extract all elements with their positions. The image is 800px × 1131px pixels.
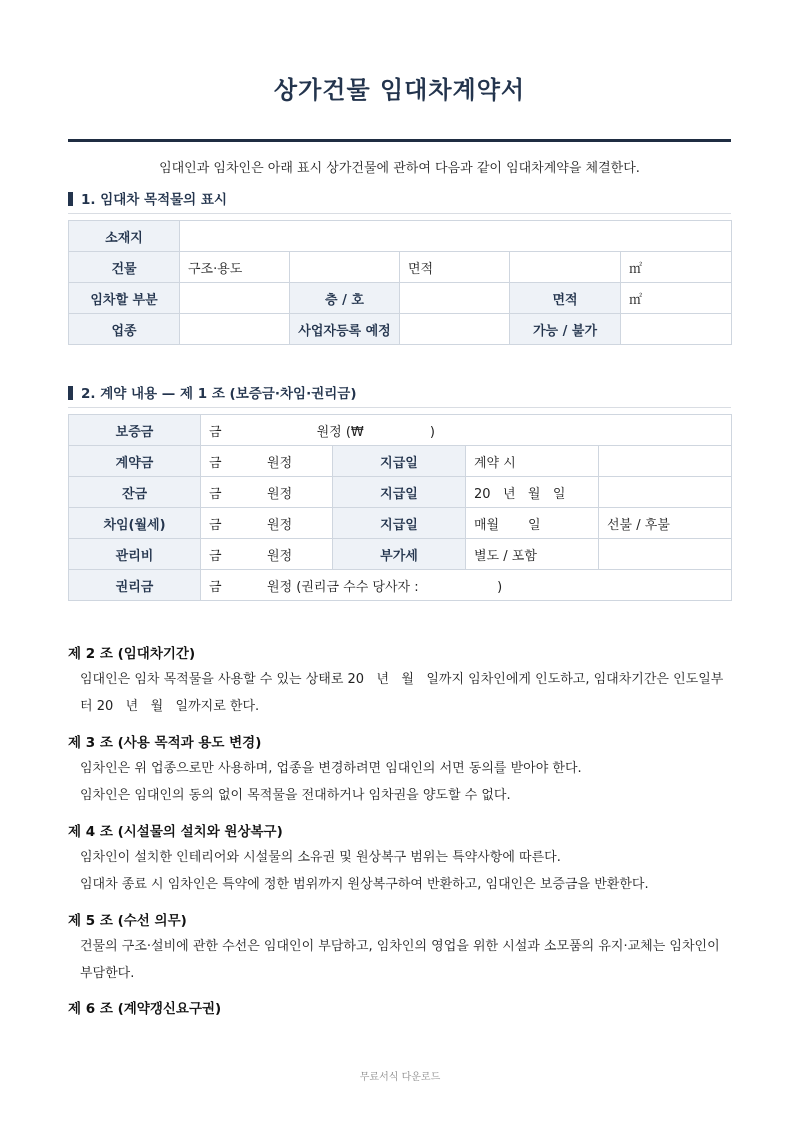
section-marker xyxy=(68,192,73,206)
location-label: 소재지 xyxy=(69,221,180,252)
balance-label: 잔금 xyxy=(69,477,201,508)
section2-heading xyxy=(68,382,731,408)
possible-label: 가능 / 불가 xyxy=(510,314,621,345)
article3-paragraph-2: 임차인은 임대인의 동의 없이 목적물을 전대하거나 임차권을 양도할 수 없다. xyxy=(80,788,511,803)
vat-label: 부가세 xyxy=(333,539,466,570)
deposit-field[interactable]: 금 원정 (₩ ) xyxy=(201,415,732,446)
article3-title: 제 3 조 (사용 목적과 용도 변경) xyxy=(68,735,262,751)
property-table xyxy=(68,220,732,345)
premium-field[interactable]: 금 원정 (권리금 수수 당사자 : ) xyxy=(201,570,732,601)
article4-paragraph-1: 임차인이 설치한 인테리어와 시설물의 소유권 및 원상복구 범위는 특약사항에 따른다. xyxy=(80,850,561,865)
article5-paragraph: 건물의 구조·설비에 관한 수선은 임대인이 부담하고, 임차인의 영업을 위한 시설과 소모품의 유지·교체는 임차인이 부담한다. xyxy=(80,939,720,981)
rent-option-field[interactable]: 선불 / 후불 xyxy=(599,508,732,539)
section1-heading xyxy=(68,188,731,214)
part-area-label: 면적 xyxy=(510,283,621,314)
article4-paragraph-2: 임대차 종료 시 임차인은 특약에 정한 범위까지 원상복구하여 반환하고, 임대인은 보증금을 반환한다. xyxy=(80,877,649,892)
balance-field[interactable]: 금 원정 xyxy=(201,477,333,508)
table-row xyxy=(69,283,732,314)
contract-paydate-field[interactable]: 계약 시 xyxy=(466,446,599,477)
section1-heading-text: 1. 임대차 목적물의 표시 xyxy=(81,192,227,208)
part-area-unit: ㎡ xyxy=(621,283,732,314)
structure-field[interactable] xyxy=(290,252,400,283)
title-divider xyxy=(68,139,731,142)
area-unit: ㎡ xyxy=(621,252,732,283)
area-label: 면적 xyxy=(400,252,510,283)
floor-field[interactable] xyxy=(400,283,510,314)
table-row xyxy=(69,539,732,570)
document-title: 상가건물 임대차계약서 xyxy=(273,76,526,104)
rent-paydate-label: 지급일 xyxy=(333,508,466,539)
deposit-label: 보증금 xyxy=(69,415,201,446)
balance-paydate-field[interactable]: 20 년 월 일 xyxy=(466,477,599,508)
table-row xyxy=(69,446,732,477)
table-row xyxy=(69,314,732,345)
possible-field[interactable] xyxy=(621,314,732,345)
area-field[interactable] xyxy=(510,252,621,283)
section2-heading-text: 2. 계약 내용 — 제 1 조 (보증금·차임·권리금) xyxy=(81,386,357,402)
table-row xyxy=(69,477,732,508)
bizreg-label: 사업자등록 예정 xyxy=(290,314,400,345)
article6-title: 제 6 조 (계약갱신요구권) xyxy=(68,1001,222,1017)
part-field[interactable] xyxy=(180,283,290,314)
vat-extra-field[interactable] xyxy=(599,539,732,570)
contract-paydate-label: 지급일 xyxy=(333,446,466,477)
business-label: 업종 xyxy=(69,314,180,345)
balance-extra-field[interactable] xyxy=(599,477,732,508)
footer-text: 무료서식 다운로드 xyxy=(359,1072,441,1083)
rent-label: 차임(월세) xyxy=(69,508,201,539)
table-row xyxy=(69,415,732,446)
table-row xyxy=(69,508,732,539)
premium-label: 권리금 xyxy=(69,570,201,601)
table-row xyxy=(69,252,732,283)
contract-extra-field[interactable] xyxy=(599,446,732,477)
contract-field[interactable]: 금 원정 xyxy=(201,446,333,477)
structure-label: 구조·용도 xyxy=(180,252,290,283)
table-row xyxy=(69,570,732,601)
location-field[interactable] xyxy=(180,221,732,252)
article2-title: 제 2 조 (임대차기간) xyxy=(68,646,196,662)
bizreg-field[interactable] xyxy=(400,314,510,345)
section-marker xyxy=(68,386,73,400)
intro-text: 임대인과 임차인은 아래 표시 상가건물에 관하여 다음과 같이 임대차계약을 체결한다. xyxy=(159,161,640,176)
article3-paragraph-1: 임차인은 위 업종으로만 사용하며, 업종을 변경하려면 임대인의 서면 동의를 받아야 한다. xyxy=(80,761,582,776)
contract-label: 계약금 xyxy=(69,446,201,477)
part-label: 임차할 부분 xyxy=(69,283,180,314)
article4-title: 제 4 조 (시설물의 설치와 원상복구) xyxy=(68,824,283,840)
table-row xyxy=(69,221,732,252)
business-field[interactable] xyxy=(180,314,290,345)
article2-paragraph: 임대인은 임차 목적물을 사용할 수 있는 상태로 20 년 월 일까지 임차인에게 인도하고, 임대차기간은 인도일부터 20 년 월 일까지로 한다. xyxy=(80,672,724,714)
rent-field[interactable]: 금 원정 xyxy=(201,508,333,539)
management-fee-field[interactable]: 금 원정 xyxy=(201,539,333,570)
payment-table xyxy=(68,414,732,601)
building-label: 건물 xyxy=(69,252,180,283)
vat-field[interactable]: 별도 / 포함 xyxy=(466,539,599,570)
floor-label: 층 / 호 xyxy=(290,283,400,314)
balance-paydate-label: 지급일 xyxy=(333,477,466,508)
management-fee-label: 관리비 xyxy=(69,539,201,570)
rent-paydate-field[interactable]: 매월 일 xyxy=(466,508,599,539)
article5-title: 제 5 조 (수선 의무) xyxy=(68,913,187,929)
